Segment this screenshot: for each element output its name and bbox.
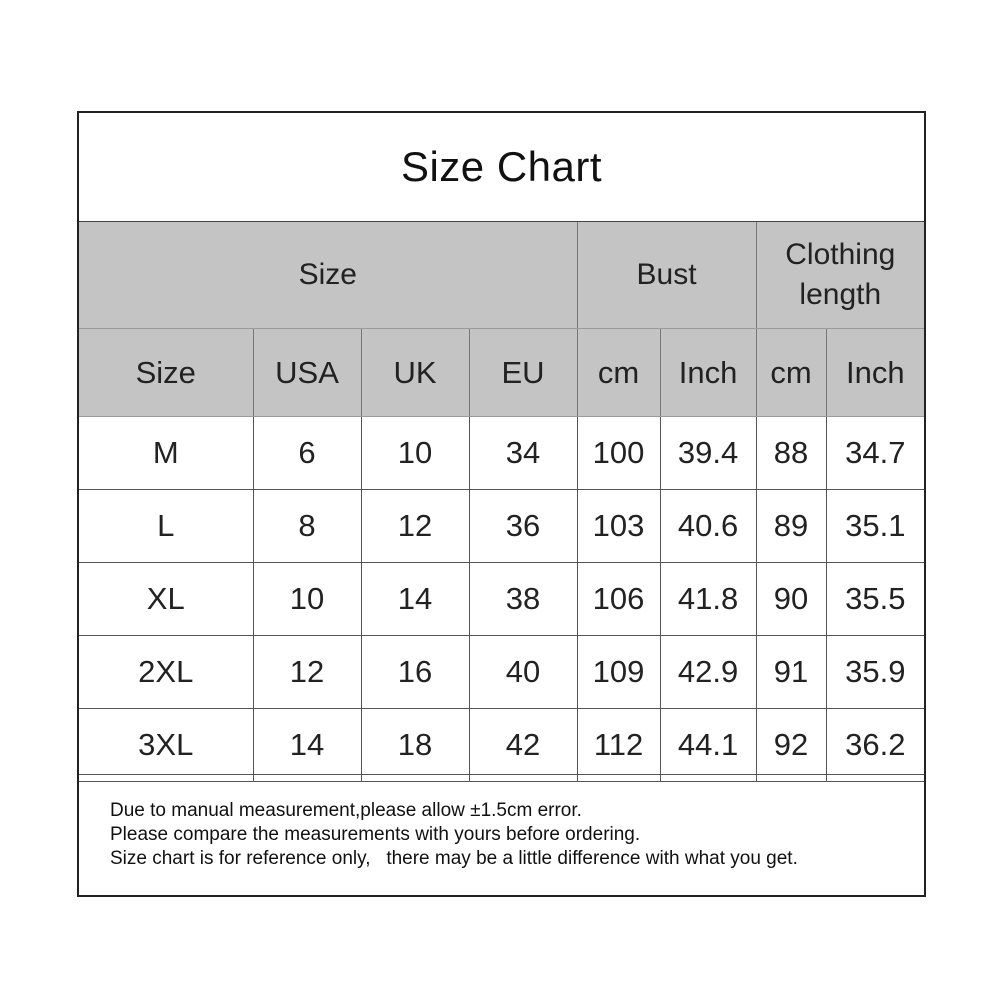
table-row <box>79 709 924 782</box>
cell-length-cm: 90 <box>756 563 826 636</box>
cell-eu: 36 <box>469 490 577 563</box>
note-line: Please compare the measurements with yours before ordering. <box>110 824 641 845</box>
cell-length-cm: 92 <box>756 709 826 782</box>
cell-usa: 14 <box>253 709 361 782</box>
cell-bust-inch: 41.8 <box>660 563 756 636</box>
cell-eu: 42 <box>469 709 577 782</box>
cell-uk: 10 <box>361 417 469 490</box>
column-header-usa: USA <box>253 329 361 417</box>
cell-eu: 38 <box>469 563 577 636</box>
cell-uk: 14 <box>361 563 469 636</box>
clothing-length-line2: length <box>799 278 882 311</box>
cell-length-inch: 35.9 <box>826 636 924 709</box>
column-header-row <box>79 329 924 417</box>
cell-bust-cm: 103 <box>577 490 660 563</box>
notes <box>79 774 924 895</box>
cell-length-inch: 35.1 <box>826 490 924 563</box>
note-line: Size chart is for reference only, there may be a little difference with what you get. <box>110 848 798 869</box>
cell-eu: 40 <box>469 636 577 709</box>
column-header-size: Size <box>79 329 253 417</box>
cell-length-cm: 88 <box>756 417 826 490</box>
table-body <box>79 417 924 782</box>
table-row <box>79 417 924 490</box>
cell-length-inch: 36.2 <box>826 709 924 782</box>
cell-bust-cm: 109 <box>577 636 660 709</box>
cell-uk: 18 <box>361 709 469 782</box>
cell-bust-inch: 40.6 <box>660 490 756 563</box>
column-header-length-cm: cm <box>756 329 826 417</box>
cell-uk: 16 <box>361 636 469 709</box>
cell-length-cm: 91 <box>756 636 826 709</box>
table-row <box>79 636 924 709</box>
note-line: Due to manual measurement,please allow ±1.5cm error. <box>110 800 582 821</box>
cell-eu: 34 <box>469 417 577 490</box>
cell-bust-cm: 112 <box>577 709 660 782</box>
group-header-row <box>79 222 924 329</box>
column-header-bust-inch: Inch <box>660 329 756 417</box>
column-header-length-inch: Inch <box>826 329 924 417</box>
cell-size: XL <box>79 563 253 636</box>
cell-usa: 8 <box>253 490 361 563</box>
cell-bust-cm: 100 <box>577 417 660 490</box>
column-header-eu: EU <box>469 329 577 417</box>
chart-title: Size Chart <box>79 113 924 222</box>
cell-usa: 10 <box>253 563 361 636</box>
cell-size: M <box>79 417 253 490</box>
size-group-header: Size <box>79 222 577 329</box>
cell-size: 2XL <box>79 636 253 709</box>
cell-bust-inch: 42.9 <box>660 636 756 709</box>
size-chart <box>77 111 926 897</box>
clothing-length-line1: Clothing <box>785 238 896 271</box>
table-row <box>79 563 924 636</box>
table-row <box>79 490 924 563</box>
cell-size: 3XL <box>79 709 253 782</box>
cell-usa: 12 <box>253 636 361 709</box>
cell-length-inch: 35.5 <box>826 563 924 636</box>
cell-size: L <box>79 490 253 563</box>
bust-group-header: Bust <box>577 222 756 329</box>
cell-bust-cm: 106 <box>577 563 660 636</box>
column-header-uk: UK <box>361 329 469 417</box>
cell-usa: 6 <box>253 417 361 490</box>
column-header-bust-cm: cm <box>577 329 660 417</box>
cell-length-cm: 89 <box>756 490 826 563</box>
size-table <box>79 222 924 782</box>
cell-length-inch: 34.7 <box>826 417 924 490</box>
cell-bust-inch: 39.4 <box>660 417 756 490</box>
clothing-length-group-header <box>756 222 924 329</box>
cell-bust-inch: 44.1 <box>660 709 756 782</box>
cell-uk: 12 <box>361 490 469 563</box>
